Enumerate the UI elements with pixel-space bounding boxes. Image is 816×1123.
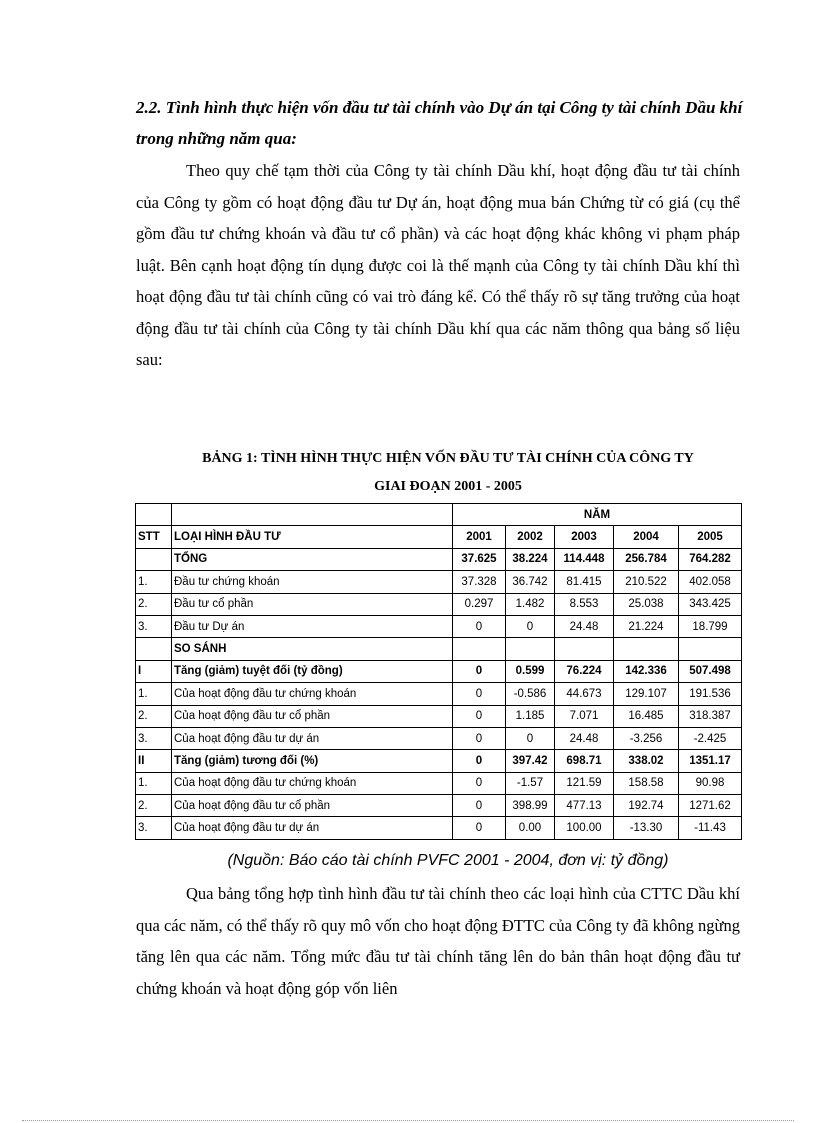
row-value: 24.48 <box>555 727 614 749</box>
table-row <box>136 750 742 772</box>
row-value: 8.553 <box>555 593 614 615</box>
table-title-line2: GIAI ĐOẠN 2001 - 2005 <box>374 479 522 494</box>
row-value: 114.448 <box>555 548 614 570</box>
row-value: 37.328 <box>453 571 506 593</box>
row-stt <box>136 638 172 660</box>
table-year-group-row <box>136 504 742 526</box>
row-value <box>614 638 679 660</box>
header-2004: 2004 <box>614 526 679 548</box>
row-stt: 1. <box>136 683 172 705</box>
row-value: -1.57 <box>506 772 555 794</box>
row-stt: 2. <box>136 593 172 615</box>
row-value: 0 <box>453 795 506 817</box>
table-row <box>136 571 742 593</box>
row-value: 1351.17 <box>679 750 742 772</box>
table-row <box>136 817 742 839</box>
row-value <box>506 638 555 660</box>
row-value: 21.224 <box>614 615 679 637</box>
row-value: 0 <box>453 817 506 839</box>
row-value: -2.425 <box>679 727 742 749</box>
row-label: Của hoạt động đầu tư cổ phần <box>172 795 453 817</box>
row-value: 44.673 <box>555 683 614 705</box>
row-stt: 1. <box>136 571 172 593</box>
row-stt: 3. <box>136 727 172 749</box>
table-row <box>136 660 742 682</box>
row-value: 100.00 <box>555 817 614 839</box>
header-stt: STT <box>136 526 172 548</box>
row-value <box>555 638 614 660</box>
table-row <box>136 705 742 727</box>
row-value: 343.425 <box>679 593 742 615</box>
row-label: Của hoạt động đầu tư chứng khoán <box>172 683 453 705</box>
row-value: 38.224 <box>506 548 555 570</box>
row-value: 318.387 <box>679 705 742 727</box>
row-stt: 2. <box>136 705 172 727</box>
row-value <box>453 638 506 660</box>
source-note: (Nguồn: Báo cáo tài chính PVFC 2001 - 2004, đơn vị: tỷ đồng) <box>227 852 669 869</box>
analysis-paragraph-text: Qua bảng tổng hợp tình hình đầu tư tài chính theo các loại hình của CTTC Dầu khí qua các năm, có thể thấy rõ quy mô vốn cho hoạt động ĐTTC của Công ty đã không ngừng tăng lên qua các năm. Tổng mức đầu tư tài chính tăng lên do bản thân hoạt động đầu tư chứng khoán và hoạt động góp vốn liên <box>136 884 740 998</box>
row-value: 698.71 <box>555 750 614 772</box>
intro-paragraph <box>136 155 740 376</box>
row-value: 0 <box>453 727 506 749</box>
row-stt <box>136 548 172 570</box>
row-value: 121.59 <box>555 772 614 794</box>
row-value: 7.071 <box>555 705 614 727</box>
row-label: Của hoạt động đầu tư dự án <box>172 727 453 749</box>
table-row <box>136 772 742 794</box>
row-value: 1271.62 <box>679 795 742 817</box>
row-value: 507.498 <box>679 660 742 682</box>
row-value: -13.30 <box>614 817 679 839</box>
table-title-line1: BẢNG 1: TÌNH HÌNH THỰC HIỆN VỐN ĐẦU TƯ TÀI CHÍNH CỦA CÔNG TY <box>202 451 694 466</box>
analysis-paragraph <box>136 878 740 1004</box>
row-label: Đầu tư cổ phần <box>172 593 453 615</box>
row-stt: I <box>136 660 172 682</box>
row-value: 192.74 <box>614 795 679 817</box>
row-value: -3.256 <box>614 727 679 749</box>
section-heading: 2.2. Tình hình thực hiện vốn đầu tư tài chính vào Dự án tại Công ty tài chính Dầu khí trong những năm qua: <box>136 98 743 148</box>
row-value: 16.485 <box>614 705 679 727</box>
header-2003: 2003 <box>555 526 614 548</box>
table-empty-cell <box>172 504 453 526</box>
row-value: 764.282 <box>679 548 742 570</box>
row-value: 0 <box>453 750 506 772</box>
row-value: 0 <box>453 615 506 637</box>
row-value: 398.99 <box>506 795 555 817</box>
table-row <box>136 683 742 705</box>
row-stt: 2. <box>136 795 172 817</box>
row-value: 0 <box>453 683 506 705</box>
row-value: 210.522 <box>614 571 679 593</box>
row-value: 37.625 <box>453 548 506 570</box>
header-type: LOẠI HÌNH ĐẦU TƯ <box>172 526 453 548</box>
table-row <box>136 548 742 570</box>
investment-table <box>135 503 742 840</box>
row-label: Tăng (giảm) tương đối (%) <box>172 750 453 772</box>
table-row <box>136 638 742 660</box>
header-2001: 2001 <box>453 526 506 548</box>
row-value: 0 <box>453 660 506 682</box>
table-row <box>136 727 742 749</box>
table-header-row <box>136 526 742 548</box>
row-stt: 3. <box>136 615 172 637</box>
table-empty-cell <box>136 504 172 526</box>
row-value: 0 <box>506 615 555 637</box>
row-value: 24.48 <box>555 615 614 637</box>
table-row <box>136 795 742 817</box>
row-value: -11.43 <box>679 817 742 839</box>
row-value: 0 <box>453 705 506 727</box>
row-value: 25.038 <box>614 593 679 615</box>
row-value: 158.58 <box>614 772 679 794</box>
row-label: SO SÁNH <box>172 638 453 660</box>
row-value: 142.336 <box>614 660 679 682</box>
row-value: 0 <box>453 772 506 794</box>
header-2005: 2005 <box>679 526 742 548</box>
row-value: 36.742 <box>506 571 555 593</box>
row-value: 0.599 <box>506 660 555 682</box>
row-label: Của hoạt động đầu tư cổ phần <box>172 705 453 727</box>
table-row <box>136 615 742 637</box>
row-label: Của hoạt động đầu tư dự án <box>172 817 453 839</box>
row-value: 0.00 <box>506 817 555 839</box>
table-row <box>136 593 742 615</box>
row-label: Đầu tư Dự án <box>172 615 453 637</box>
row-value: 402.058 <box>679 571 742 593</box>
page-bottom-divider <box>22 1120 794 1121</box>
row-label: Của hoạt động đầu tư chứng khoán <box>172 772 453 794</box>
row-value: -0.586 <box>506 683 555 705</box>
row-label: TỔNG <box>172 548 453 570</box>
row-value: 81.415 <box>555 571 614 593</box>
row-value <box>679 638 742 660</box>
row-value: 477.13 <box>555 795 614 817</box>
row-value: 90.98 <box>679 772 742 794</box>
table-title <box>136 445 760 501</box>
year-group-header: NĂM <box>453 504 742 526</box>
row-value: 1.482 <box>506 593 555 615</box>
row-value: 18.799 <box>679 615 742 637</box>
row-value: 0.297 <box>453 593 506 615</box>
row-value: 76.224 <box>555 660 614 682</box>
row-value: 256.784 <box>614 548 679 570</box>
row-label: Tăng (giảm) tuyệt đối (tỷ đồng) <box>172 660 453 682</box>
row-value: 338.02 <box>614 750 679 772</box>
header-2002: 2002 <box>506 526 555 548</box>
row-label: Đầu tư chứng khoán <box>172 571 453 593</box>
intro-paragraph-text: Theo quy chế tạm thời của Công ty tài chính Dầu khí, hoạt động đầu tư tài chính của Công ty gồm có hoạt động đầu tư Dự án, hoạt động mua bán Chứng từ có giá (cụ thể gồm đầu tư chứng khoán và đầu tư cổ phần) và các hoạt động khác không vi phạm pháp luật. Bên cạnh hoạt động tín dụng được coi là thế mạnh của Công ty tài chính Dầu khí thì hoạt động đầu tư tài chính cũng có vai trò đáng kể. Có thể thấy rõ sự tăng trưởng của hoạt động đầu tư tài chính của Công ty tài chính Dầu khí qua các năm thông qua bảng số liệu sau: <box>136 161 740 369</box>
row-stt: II <box>136 750 172 772</box>
row-stt: 3. <box>136 817 172 839</box>
row-value: 397.42 <box>506 750 555 772</box>
row-value: 191.536 <box>679 683 742 705</box>
row-value: 1.185 <box>506 705 555 727</box>
row-value: 129.107 <box>614 683 679 705</box>
row-value: 0 <box>506 727 555 749</box>
row-stt: 1. <box>136 772 172 794</box>
